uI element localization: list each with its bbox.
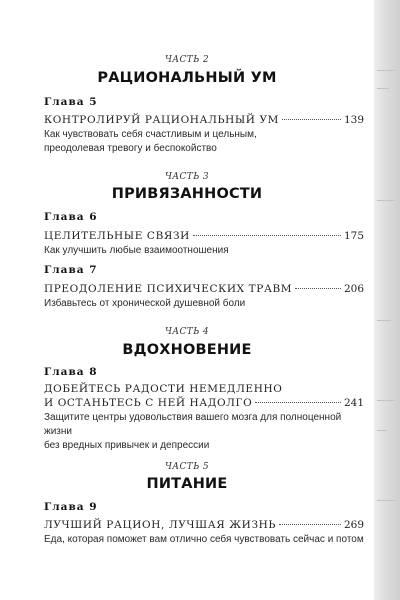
chapter-label: Глава 9 <box>44 501 98 513</box>
dot-leader <box>282 119 341 120</box>
dot-leader <box>279 524 341 525</box>
page-number: 175 <box>343 230 364 242</box>
entry-title-line <box>44 282 364 296</box>
dot-leader <box>295 288 341 289</box>
description-line: Как улучшить любые взаимоотношения <box>44 245 229 256</box>
toc-entry[interactable] <box>44 229 364 258</box>
chapter-title: ЛУЧШИЙ РАЦИОН, ЛУЧШАЯ ЖИЗНЬ <box>44 519 277 531</box>
chapter-label: Глава 8 <box>44 366 98 378</box>
page-number: 241 <box>343 397 364 409</box>
chapter-title: ЦЕЛИТЕЛЬНЫЕ СВЯЗИ <box>44 230 190 242</box>
description-line: Избавьтесь от хронической душевной боли <box>44 298 246 309</box>
description-line: преодолевая тревогу и беспокойство <box>44 143 217 154</box>
dot-leader <box>255 402 341 403</box>
chapter-description <box>44 411 364 453</box>
part-title: ПРИВЯЗАННОСТИ <box>111 186 263 202</box>
part-title: ПИТАНИЕ <box>146 476 228 492</box>
toc-entry[interactable] <box>44 282 364 311</box>
toc-entry[interactable] <box>44 518 364 547</box>
chapter-label: Глава 6 <box>44 211 98 223</box>
part-title: РАЦИОНАЛЬНЫЙ УМ <box>97 70 277 86</box>
part-label: ЧАСТЬ 4 <box>164 327 210 337</box>
toc-entry[interactable] <box>44 113 364 156</box>
page-number: 139 <box>343 114 364 126</box>
chapter-label: Глава 5 <box>44 96 98 108</box>
chapter-description <box>44 297 364 311</box>
part-title: ВДОХНОВЕНИЕ <box>122 342 252 358</box>
part-label: ЧАСТЬ 3 <box>164 172 210 182</box>
chapter-label: Глава 7 <box>44 264 98 276</box>
part-label: ЧАСТЬ 5 <box>164 462 210 472</box>
part-label: ЧАСТЬ 2 <box>164 55 210 65</box>
adjacent-page-edge <box>374 0 400 600</box>
entry-title-line <box>44 113 364 127</box>
chapter-description <box>44 128 364 156</box>
chapter-description <box>44 533 364 547</box>
description-line: Как чувствовать себя счастливым и цельным, <box>44 129 257 140</box>
description-line: без вредных привычек и депрессии <box>44 440 210 451</box>
entry-title-line <box>44 396 364 410</box>
page-number: 269 <box>343 519 364 531</box>
chapter-title: И ОСТАНЬТЕСЬ С НЕЙ НАДОЛГО <box>44 397 253 409</box>
toc-entry[interactable] <box>44 382 364 453</box>
entry-title-line <box>44 518 364 532</box>
page-number: 206 <box>343 283 364 295</box>
dot-leader <box>193 235 341 236</box>
chapter-description <box>44 244 364 258</box>
chapter-title-line1: ДОБЕЙТЕСЬ РАДОСТИ НЕМЕДЛЕННО <box>44 383 283 395</box>
chapter-title: КОНТРОЛИРУЙ РАЦИОНАЛЬНЫЙ УМ <box>44 114 280 126</box>
entry-title-line <box>44 229 364 243</box>
description-line: Защитите центры удовольствия вашего мозга для полноценной жизни <box>44 412 342 437</box>
chapter-title: ПРЕОДОЛЕНИЕ ПСИХИЧЕСКИХ ТРАВМ <box>44 283 293 295</box>
description-line: Еда, которая поможет вам отлично себя чувствовать сейчас и потом <box>44 534 364 545</box>
